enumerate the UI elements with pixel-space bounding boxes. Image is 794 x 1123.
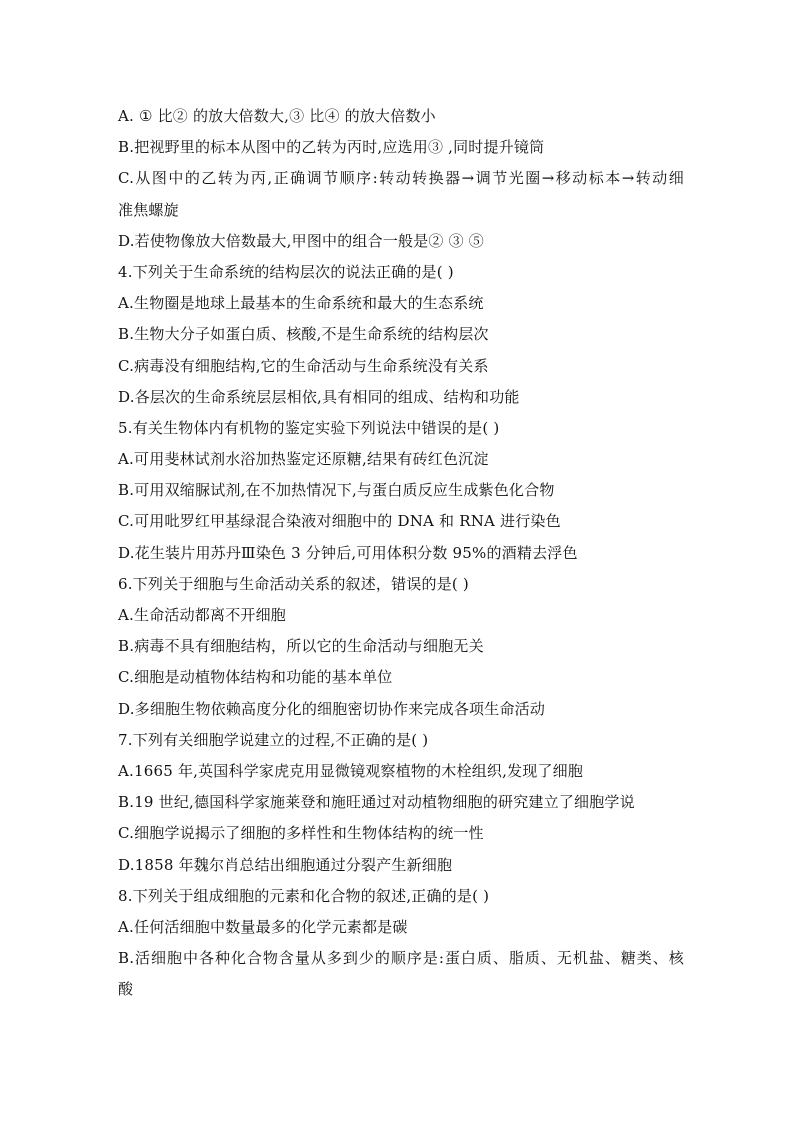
option-8b-continuation: 酸 (118, 980, 134, 999)
option-7b-line: B.19 世纪,德国科学家施莱登和施旺通过对动植物细胞的研究建立了细胞学说 (118, 793, 635, 812)
question-5-stem: 5.有关生物体内有机物的鉴定实验下列说法中错误的是( ) (118, 418, 500, 437)
option-3c-continuation: 准焦螺旋 (118, 200, 179, 219)
question-4-stem: 4.下列关于生命系统的结构层次的说法正确的是( ) (118, 262, 454, 281)
option-5b-line: B.可用双缩脲试剂,在不加热情况下,与蛋白质反应生成紫色化合物 (118, 481, 555, 500)
document-body (118, 101, 684, 1005)
option-6d-line: D.多细胞生物依赖高度分化的细胞密切协作来完成各项生命活动 (118, 699, 546, 718)
option-8b-line: B.活细胞中各种化合物含量从多到少的顺序是:蛋白质、脂质、无机盐、糖类、核 (118, 949, 684, 968)
question-7-stem: 7.下列有关细胞学说建立的过程,不正确的是( ) (118, 730, 429, 749)
question-8-stem: 8.下列关于组成细胞的元素和化合物的叙述,正确的是( ) (118, 886, 490, 905)
option-4d-line: D.各层次的生命系统层层相依,具有相同的组成、结构和功能 (118, 387, 520, 406)
question-6-stem: 6.下列关于细胞与生命活动关系的叙述，错误的是( ) (118, 574, 469, 593)
option-5d-line: D.花生装片用苏丹Ⅲ染色 3 分钟后,可用体积分数 95%的酒精去浮色 (118, 543, 578, 562)
option-3b-line: B.把视野里的标本从图中的乙转为丙时,应选用③ ,同时提升镜筒 (118, 138, 545, 157)
option-3a-line: A. ① 比② 的放大倍数大,③ 比④ 的放大倍数小 (118, 107, 436, 125)
option-6a-line: A.生命活动都离不开细胞 (118, 606, 287, 624)
option-3c-line: C.从图中的乙转为丙,正确调节顺序:转动转换器→调节光圈→移动标本→转动细 (118, 169, 684, 188)
option-4a-line: A.生物圈是地球上最基本的生命系统和最大的生态系统 (118, 294, 484, 313)
option-7c-line: C.细胞学说揭示了细胞的多样性和生物体结构的统一性 (118, 824, 484, 843)
option-7d-line: D.1858 年魏尔肖总结出细胞通过分裂产生新细胞 (118, 855, 453, 874)
option-6b-line: B.病毒不具有细胞结构，所以它的生命活动与细胞无关 (118, 637, 484, 656)
option-6c-line: C.细胞是动植物体结构和功能的基本单位 (118, 668, 393, 687)
option-4b-line: B.生物大分子如蛋白质、核酸,不是生命系统的结构层次 (118, 325, 489, 344)
option-7a-line: A.1665 年,英国科学家虎克用显微镜观察植物的木栓组织,发现了细胞 (118, 761, 584, 780)
option-5a-line: A.可用斐林试剂水浴加热鉴定还原糖,结果有砖红色沉淀 (118, 450, 489, 469)
option-5c-line: C.可用吡罗红甲基绿混合染液对细胞中的 DNA 和 RNA 进行染色 (118, 512, 561, 531)
option-3d-line: D.若使物像放大倍数最大,甲图中的组合一般是② ③ ⑤ (118, 231, 484, 250)
option-8a-line: A.任何活细胞中数量最多的化学元素都是碳 (118, 917, 408, 936)
option-4c-line: C.病毒没有细胞结构,它的生命活动与生命系统没有关系 (118, 356, 489, 375)
